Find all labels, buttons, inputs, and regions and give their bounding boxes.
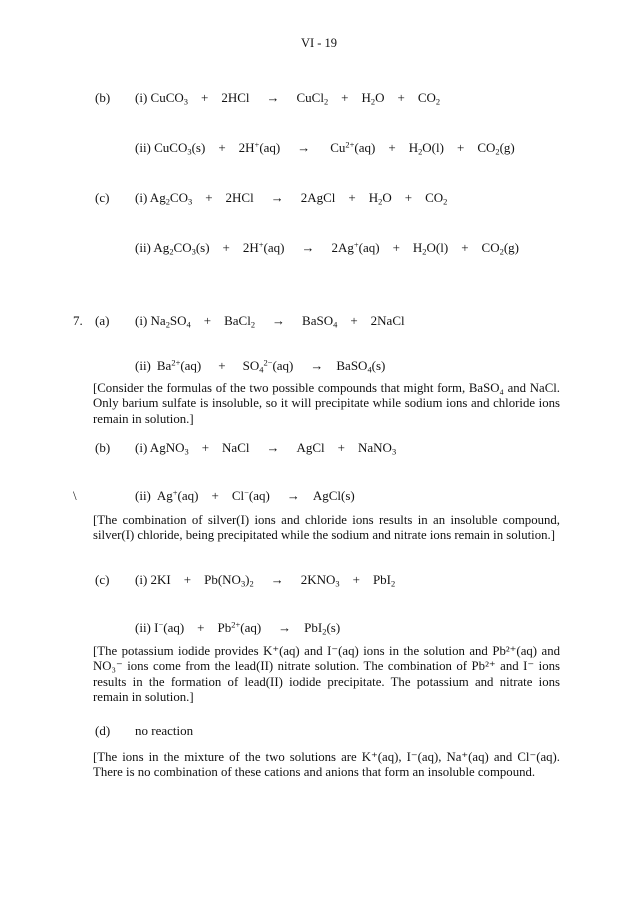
- part-label-7a: (a): [95, 313, 110, 328]
- explanation-7d: [The ions in the mixture of the two solutions are K⁺(aq), I⁻(aq), Na⁺(aq) and Cl⁻(aq). There is no combination of these cations and anions that form an insoluble compound.: [93, 750, 560, 780]
- part-label-7b: (b): [95, 440, 111, 455]
- equation-7a-ii: (ii) $Ba^{2+}(aq) + SO_4^{2-}(aq)$ → BaSO$_4$(s): [135, 357, 386, 375]
- equation-b-ii: (ii) CuCO$_3$(s) + $2H^+(aq) \to Cu^{2+}(aq) + H_2O(l) + CO_2(g)$: [135, 139, 515, 157]
- equation-c-i: (i) $Ag_2CO_3 + 2HCl$ → 2AgCl + $H_2O + CO_2$: [135, 190, 448, 207]
- question-number-7: 7.: [73, 313, 83, 328]
- equation-7b-i: (i) AgNO$_3$ + NaCl → AgCl + NaNO$_3$: [135, 440, 397, 457]
- page-number: VI - 19: [300, 36, 338, 50]
- stray-backslash: \: [73, 488, 77, 503]
- explanation-7c: [The potassium iodide provides K⁺(aq) and I⁻(aq) ions in the solution and Pb²⁺(aq) and NO₃⁻ ions come from the lead(II) nitrate solution. The combination of Pb²⁺ and I⁻ ions results in the formation of lead(II) iodide precipitate. The potassium and nitrate ions remain in solution.]: [93, 644, 560, 704]
- explanation-7a: [Consider the formulas of the two possible compounds that might form, BaSO₄ and NaCl. Only barium sulfate is insoluble, so it will precipitate while sodium ions and chloride ions remain in solution.]: [93, 381, 560, 426]
- part-label-7c: (c): [95, 572, 110, 587]
- equation-7c-ii: (ii) $I^-(aq) + Pb^{2+}(aq) \to PbI_2(s)$: [135, 619, 341, 637]
- explanation-7b: [The combination of silver(I) ions and chloride ions results in an insoluble compound, silver(I) chloride, being precipitated while the sodium and nitrate ions remain in solution.]: [93, 513, 560, 543]
- part-label-b: (b): [95, 90, 111, 105]
- answer-7d: no reaction: [135, 723, 194, 738]
- equation-b-i: (i) CuCO$_3$ + 2HCl → CuCl$_2$ + $H_2O + CO_2$: [135, 90, 441, 107]
- equation-7a-i: (i) $Na_2SO_4$ + BaCl$_2$ → BaSO$_4$ + 2NaCl: [135, 313, 405, 330]
- part-label-7d: (d): [95, 723, 111, 738]
- part-label-c: (c): [95, 190, 110, 205]
- equation-c-ii: (ii) $Ag_2CO_3(s) + 2H^+(aq) \to 2Ag^+(aq) + H_2O(l) + CO_2(g)$: [135, 239, 519, 257]
- equation-7b-ii: (ii) Ag+(aq) + Cl−(aq) → AgCl(s): [135, 487, 355, 503]
- equation-7c-i: (i) $2KI + Pb(NO_3)_2 \to 2KNO_3 + PbI_2$: [135, 572, 396, 589]
